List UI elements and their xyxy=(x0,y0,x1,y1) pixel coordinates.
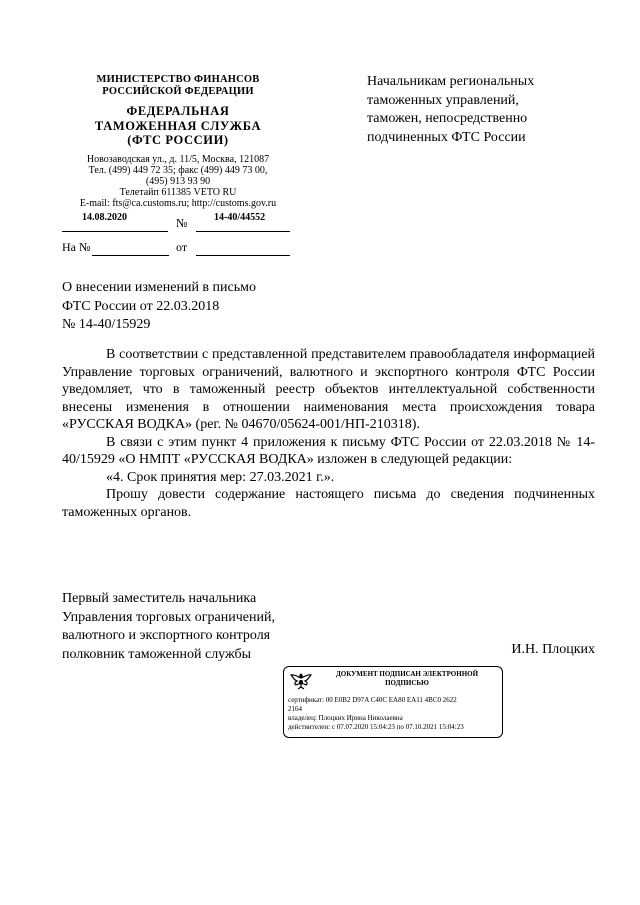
signatory-line: валютного и экспортного контроля xyxy=(62,628,271,643)
ref-from-label: от xyxy=(176,240,188,254)
recipient-line: подчиненных ФТС России xyxy=(367,129,526,145)
stamp-certificate-cont: 2164 xyxy=(288,705,302,713)
number-underline xyxy=(196,231,290,232)
e-signature-stamp xyxy=(283,666,503,738)
stamp-certificate: сертификат: 00 E0B2 D97A C40C EA80 EA11 4BC0 2622 xyxy=(288,696,457,704)
subject-line: ФТС России от 22.03.2018 xyxy=(62,298,220,314)
recipient-line: Начальникам региональных xyxy=(367,74,535,89)
document-date: 14.08.2020 xyxy=(82,212,127,223)
subject-block xyxy=(62,279,342,335)
date-underline xyxy=(62,231,168,232)
ministry-line: МИНИСТЕРСТВО ФИНАНСОВ xyxy=(96,74,260,85)
address-block xyxy=(54,154,302,209)
body-paragraph: В связи с этим пункт 4 приложения к письму ФТС России от 22.03.2018 № 14-40/15929 «О НМПТ «РУССКАЯ ВОДКА» изложен в следующей редакции: xyxy=(62,434,595,467)
stamp-owner: владелец: Плоцких Ирина Николаевна xyxy=(288,714,403,722)
ministry-name xyxy=(54,74,302,98)
number-sign: № xyxy=(176,216,188,230)
service-line: ТАМОЖЕННАЯ СЛУЖБА xyxy=(94,118,262,133)
eagle-emblem-icon xyxy=(289,670,313,692)
signatory-line: Первый заместитель начальника xyxy=(62,591,257,606)
subject-line: О внесении изменений в письмо xyxy=(62,280,256,295)
address-line: E-mail: fts@ca.customs.ru; http://customs.gov.ru xyxy=(79,198,277,209)
service-name xyxy=(54,104,302,148)
ref-date-line xyxy=(196,255,290,256)
recipient-line: таможен, непосредственно xyxy=(367,111,528,126)
stamp-validity: действителен: с 07.07.2020 15:04:23 по 07.10.2021 15:04:23 xyxy=(288,723,464,731)
address-line: Тел. (499) 449 72 35; факс (499) 449 73 00, xyxy=(88,165,268,176)
signatory-name: И.Н. Плоцких xyxy=(511,642,595,657)
address-line: Телетайп 611385 VETO RU xyxy=(119,187,237,198)
signatory-line: полковник таможенной службы xyxy=(62,646,252,662)
ministry-line: РОССИЙСКОЙ ФЕДЕРАЦИИ xyxy=(102,86,254,97)
address-line: Новозаводская ул., д. 11/5, Москва, 121087 xyxy=(86,154,270,165)
letter-body xyxy=(62,346,595,521)
stamp-details xyxy=(288,696,500,732)
body-paragraph: «4. Срок принятия мер: 27.03.2021 г.». xyxy=(106,469,335,485)
ref-label: На № xyxy=(62,240,91,254)
address-line: (495) 913 93 90 xyxy=(145,176,211,187)
stamp-title-line: ДОКУМЕНТ ПОДПИСАН ЭЛЕКТРОННОЙ xyxy=(335,670,479,678)
body-paragraph: Прошу довести содержание настоящего письма до сведения подчиненных таможенных органов. xyxy=(62,487,595,520)
body-paragraph: В соответствии с представленной представителем правообладателя информацией Управление торговых ограничений, валютного и экспортного контроля ФТС России уведомляет, что в таможенный реестр объектов интеллектуальной собственности внесены изменения в отношении наименования места происхождения товара «РУССКАЯ ВОДКА» (рег. № 04670/05624-001/НП-210318). xyxy=(62,347,595,432)
document-number: 14-40/44552 xyxy=(214,212,266,223)
ref-number-line xyxy=(92,255,169,256)
subject-line: № 14-40/15929 xyxy=(62,317,151,332)
stamp-title-line: ПОДПИСЬЮ xyxy=(385,679,429,687)
signatory-title xyxy=(62,590,322,664)
stamp-title xyxy=(314,670,500,688)
service-line: (ФТС РОССИИ) xyxy=(127,133,229,147)
service-line: ФЕДЕРАЛЬНАЯ xyxy=(126,104,230,118)
recipient-block xyxy=(367,73,607,147)
signatory-line: Управления торговых ограничений, xyxy=(62,609,275,625)
recipient-line: таможенных управлений, xyxy=(367,92,519,108)
